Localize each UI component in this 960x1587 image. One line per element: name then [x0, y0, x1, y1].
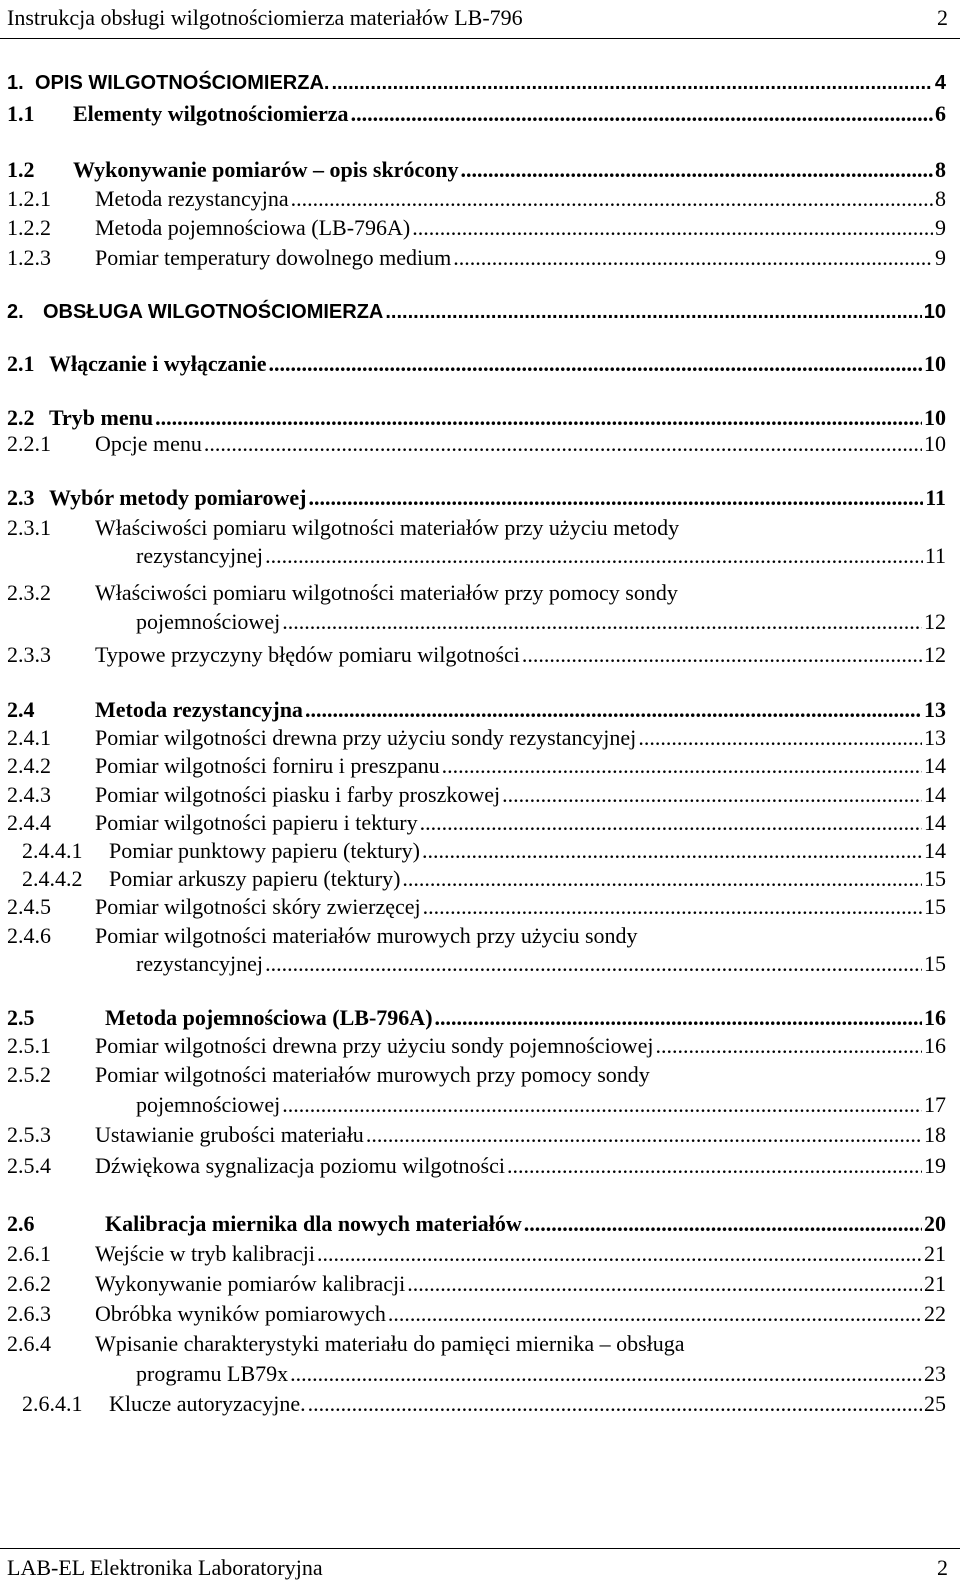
toc-title: Właściwości pomiaru wilgotności materiałów przy użyciu metody [95, 515, 680, 540]
toc-number: 2.4.4 [7, 810, 51, 835]
toc-title-continued: rezystancyjnej [136, 951, 264, 976]
toc-entry[interactable] [7, 1241, 946, 1267]
toc-entry[interactable] [7, 70, 946, 96]
toc-title: OPIS WILGOTNOŚCIOMIERZA. [35, 72, 330, 94]
toc-page: 10 [924, 405, 946, 430]
toc-title: Klucze autoryzacyjne. [109, 1391, 306, 1416]
toc-number: 2.3.2 [7, 580, 51, 605]
toc-entry[interactable] [7, 1005, 946, 1031]
toc-title: Właściwości pomiaru wilgotności materiałów przy pomocy sondy [95, 580, 678, 605]
toc-page: 20 [924, 1211, 946, 1236]
toc-entry-first-line[interactable] [7, 1062, 650, 1088]
toc-leader [305, 697, 922, 723]
toc-leader [290, 1361, 922, 1387]
toc-title: Dźwiękowa sygnalizacja poziomu wilgotności [95, 1153, 505, 1178]
toc-title: Pomiar wilgotności forniru i preszpanu [95, 753, 440, 778]
toc-title: Ustawianie grubości materiału [95, 1122, 364, 1147]
toc-entry[interactable] [7, 753, 946, 779]
toc-page: 10 [924, 431, 946, 456]
toc-title: Włączanie i wyłączanie [49, 351, 267, 376]
toc-leader [435, 1005, 922, 1031]
toc-leader [282, 1092, 922, 1118]
toc-number: 1.2.2 [7, 215, 51, 240]
toc-page: 4 [934, 72, 946, 94]
toc-title: OBSŁUGA WILGOTNOŚCIOMIERZA [43, 301, 384, 323]
toc-leader [282, 609, 922, 635]
toc-number: 1.2.3 [7, 245, 51, 270]
toc-number: 2.4.6 [7, 923, 51, 948]
toc-page: 16 [924, 1005, 946, 1030]
toc-leader [265, 543, 923, 569]
toc-number: 2.6.1 [7, 1241, 51, 1266]
toc-entry[interactable] [136, 543, 946, 569]
toc-title: Wykonywanie pomiarów kalibracji [95, 1271, 406, 1296]
toc-number: 2.4.3 [7, 782, 51, 807]
toc-page: 17 [924, 1092, 946, 1117]
toc-title: Pomiar arkuszy papieru (tektury) [109, 866, 401, 891]
toc-entry[interactable] [7, 1271, 946, 1297]
toc-page: 12 [924, 609, 946, 634]
toc-number: 1. [7, 72, 24, 94]
toc-entry[interactable] [136, 951, 946, 977]
toc-title: Pomiar wilgotności drewna przy użyciu sondy pojemnościowej [95, 1033, 654, 1058]
toc-number: 2.5.2 [7, 1062, 51, 1087]
toc-page: 12 [924, 642, 946, 667]
toc-leader [453, 245, 933, 271]
toc-entry[interactable] [7, 1122, 946, 1148]
toc-number: 2.5.1 [7, 1033, 51, 1058]
toc-leader [460, 157, 933, 183]
toc-title: Opcje menu [95, 431, 202, 456]
toc-number: 2.5.4 [7, 1153, 51, 1178]
toc-leader [402, 866, 922, 892]
toc-title-continued: programu LB79x [136, 1361, 289, 1386]
toc-entry[interactable] [7, 431, 946, 457]
toc-leader [638, 725, 922, 751]
toc-entry[interactable] [22, 1391, 946, 1417]
toc-leader [204, 431, 922, 457]
toc-entry[interactable] [136, 609, 946, 635]
toc-entry[interactable] [7, 215, 946, 241]
toc-title: Pomiar wilgotności skóry zwierzęcej [95, 894, 421, 919]
toc-number: 2.1 [7, 351, 35, 376]
toc-title: Wykonywanie pomiarów – opis skrócony [73, 157, 459, 182]
toc-entry[interactable] [22, 838, 946, 864]
toc-page: 18 [924, 1122, 946, 1147]
toc-title: Metoda rezystancyjna [95, 186, 289, 211]
toc-leader [524, 1211, 922, 1237]
toc-title: Pomiar punktowy papieru (tektury) [109, 838, 420, 863]
toc-page: 13 [924, 697, 946, 722]
toc-leader [291, 186, 933, 212]
toc-title: Wybór metody pomiarowej [49, 485, 307, 510]
toc-number: 2.4.2 [7, 753, 51, 778]
toc-page: 11 [925, 485, 946, 510]
footer-title: LAB-EL Elektronika Laboratoryjna [7, 1555, 323, 1580]
toc-page: 14 [924, 753, 946, 778]
toc-leader [422, 838, 922, 864]
toc-number: 2.2.1 [7, 431, 51, 456]
toc-leader [423, 894, 922, 920]
toc-number: 2.6.2 [7, 1271, 51, 1296]
toc-entry-first-line[interactable] [7, 1331, 685, 1357]
toc-entry[interactable] [136, 1361, 946, 1387]
toc-number: 1.1 [7, 101, 35, 126]
toc-page: 16 [924, 1033, 946, 1058]
toc-entry[interactable] [22, 866, 946, 892]
toc-page: 9 [935, 215, 946, 240]
toc-entry[interactable] [7, 782, 946, 808]
toc-entry[interactable] [7, 245, 946, 271]
toc-number: 2.2 [7, 405, 35, 430]
toc-leader [155, 405, 922, 431]
toc-page: 10 [923, 301, 946, 323]
toc-page: 13 [924, 725, 946, 750]
toc-leader [442, 753, 922, 779]
toc-title: Pomiar wilgotności papieru i tektury [95, 810, 418, 835]
toc-page: 14 [924, 838, 946, 863]
toc-number: 2.3.1 [7, 515, 51, 540]
toc-leader [502, 782, 922, 808]
toc-entry[interactable] [7, 1301, 946, 1327]
toc-number: 2.5.3 [7, 1122, 51, 1147]
toc-page: 9 [935, 245, 946, 270]
toc-leader [388, 1301, 922, 1327]
toc-leader [407, 1271, 922, 1297]
toc-number: 2.3 [7, 485, 35, 510]
toc-entry[interactable] [7, 351, 946, 377]
toc-title: Wejście w tryb kalibracji [95, 1241, 315, 1266]
toc-leader [655, 1033, 922, 1059]
toc-page: 10 [924, 351, 946, 376]
toc-page: 15 [924, 894, 946, 919]
toc-title: Kalibracja miernika dla nowych materiałów [105, 1211, 522, 1236]
toc-leader [351, 101, 933, 127]
toc-page: 22 [924, 1301, 946, 1326]
toc-leader [308, 485, 923, 511]
toc-title: Obróbka wyników pomiarowych [95, 1301, 386, 1326]
toc-page: 11 [924, 543, 946, 568]
toc-entry[interactable] [7, 101, 946, 127]
toc-page: 15 [924, 866, 946, 891]
toc-title: Pomiar temperatury dowolnego medium [95, 245, 452, 270]
toc-leader [522, 642, 922, 668]
toc-entry[interactable] [7, 894, 946, 920]
toc-entry[interactable] [7, 725, 946, 751]
toc-page: 15 [924, 951, 946, 976]
toc-entry[interactable] [7, 1211, 946, 1237]
header-page-number: 2 [937, 5, 948, 30]
toc-leader [366, 1122, 922, 1148]
toc-title: Wpisanie charakterystyki materiału do pamięci miernika – obsługa [95, 1331, 685, 1356]
toc-title: Pomiar wilgotności materiałów murowych przy pomocy sondy [95, 1062, 650, 1087]
toc-entry[interactable] [7, 1153, 946, 1179]
toc-number: 2. [7, 301, 24, 323]
toc-number: 2.4.4.1 [22, 838, 83, 863]
toc-leader [412, 215, 933, 241]
toc-entry[interactable] [7, 186, 946, 212]
toc-number: 2.4.4.2 [22, 866, 83, 891]
toc-title: Tryb menu [49, 405, 154, 430]
toc-title-continued: pojemnościowej [136, 609, 281, 634]
toc-number: 2.6.3 [7, 1301, 51, 1326]
toc-number: 2.4 [7, 697, 35, 722]
toc-page: 19 [924, 1153, 946, 1178]
toc-entry[interactable] [7, 485, 946, 511]
toc-entry[interactable] [7, 157, 946, 183]
toc-page: 8 [935, 186, 946, 211]
toc-page: 8 [935, 157, 946, 182]
toc-leader [269, 351, 922, 377]
toc-number: 2.6.4 [7, 1331, 51, 1356]
toc-leader [317, 1241, 922, 1267]
toc-page: 14 [924, 782, 946, 807]
toc-number: 2.6 [7, 1211, 35, 1236]
toc-page: 14 [924, 810, 946, 835]
toc-page: 25 [924, 1391, 946, 1416]
toc-entry-first-line[interactable] [7, 515, 679, 541]
toc-number: 1.2.1 [7, 186, 51, 211]
toc-entry[interactable] [7, 642, 946, 668]
toc-leader [507, 1153, 922, 1179]
toc-leader [420, 810, 922, 836]
toc-number: 2.4.5 [7, 894, 51, 919]
toc-number: 2.3.3 [7, 642, 51, 667]
header-title: Instrukcja obsługi wilgotnościomierza materiałów LB-796 [7, 5, 523, 30]
toc-leader [308, 1391, 922, 1417]
page-footer [0, 1548, 960, 1587]
toc-page: 6 [935, 101, 946, 126]
toc-title: Metoda rezystancyjna [95, 697, 303, 722]
toc-number: 1.2 [7, 157, 35, 182]
toc-page: 21 [924, 1271, 946, 1296]
toc-entry[interactable] [7, 697, 946, 723]
toc-entry[interactable] [7, 405, 946, 431]
toc-title: Pomiar wilgotności piasku i farby proszkowej [95, 782, 501, 807]
footer-page-number: 2 [937, 1555, 948, 1580]
toc-entry[interactable] [136, 1092, 946, 1118]
toc-title: Metoda pojemnościowa (LB-796A) [105, 1005, 433, 1030]
toc-leader [385, 299, 921, 325]
toc-title-continued: pojemnościowej [136, 1092, 281, 1117]
toc-title: Typowe przyczyny błędów pomiaru wilgotności [95, 642, 520, 667]
toc-leader [265, 951, 922, 977]
toc-number: 2.4.1 [7, 725, 51, 750]
toc-title: Elementy wilgotnościomierza [73, 101, 349, 126]
toc-leader [331, 70, 932, 96]
toc-title: Pomiar wilgotności materiałów murowych przy użyciu sondy [95, 923, 638, 948]
toc-page: 23 [924, 1361, 946, 1386]
toc-title: Metoda pojemnościowa (LB-796A) [95, 215, 411, 240]
toc-entry-first-line[interactable] [7, 580, 678, 606]
toc-entry[interactable] [7, 299, 946, 325]
toc-title: Pomiar wilgotności drewna przy użyciu sondy rezystancyjnej [95, 725, 637, 750]
toc-number: 2.6.4.1 [22, 1391, 83, 1416]
toc-number: 2.5 [7, 1005, 35, 1030]
toc-entry-first-line[interactable] [7, 923, 638, 949]
toc-entry[interactable] [7, 1033, 946, 1059]
toc-page: 21 [924, 1241, 946, 1266]
toc-title-continued: rezystancyjnej [136, 543, 264, 568]
toc-entry[interactable] [7, 810, 946, 836]
